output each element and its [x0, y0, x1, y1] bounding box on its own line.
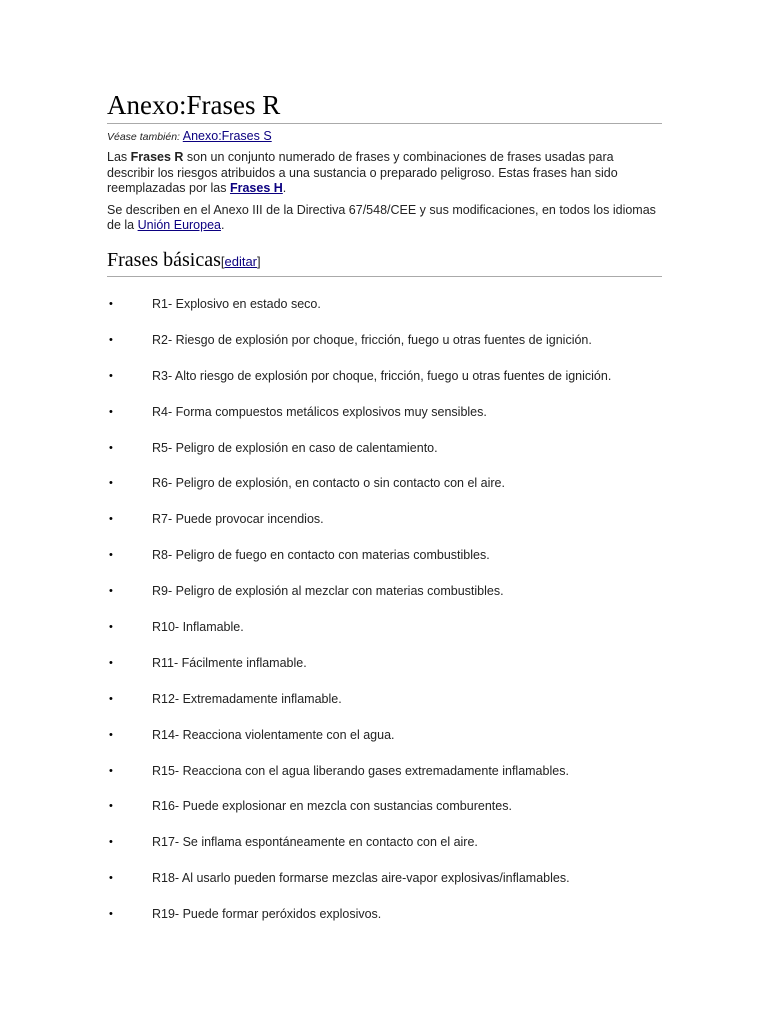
- edit-bracket-close: ]: [257, 253, 261, 269]
- list-item: [107, 653, 707, 689]
- intro-text-1a: Las: [107, 150, 131, 164]
- bullet-icon: •: [109, 908, 113, 921]
- phrase-text: R8- Peligro de fuego en contacto con materias combustibles.: [152, 548, 490, 563]
- list-item: [107, 330, 707, 366]
- list-item: [107, 868, 707, 904]
- phrase-text: R15- Reacciona con el agua liberando gases extremadamente inflamables.: [152, 763, 569, 778]
- phrase-text: R4- Forma compuestos metálicos explosivos muy sensibles.: [152, 404, 487, 419]
- bullet-icon: •: [109, 692, 113, 705]
- phrase-text: R3- Alto riesgo de explosión por choque, fricción, fuego u otras fuentes de ignición.: [152, 368, 612, 383]
- section-title: Frases básicas: [107, 248, 221, 271]
- see-also-prefix: Véase también:: [107, 131, 180, 143]
- phrase-text: R12- Extremadamente inflamable.: [152, 691, 342, 706]
- intro-text-1b: son un conjunto numerado de frases y combinaciones de frases usadas para describir los riesgos atribuidos a una sustancia o preparado peligroso. Estas frases han sido reemplazadas por las: [107, 150, 618, 195]
- intro-text-2a: Se describen en el Anexo III de la Directiva 67/548/CEE y sus modificaciones, en todos los idiomas de la: [107, 202, 656, 232]
- article-header: [107, 88, 662, 277]
- bullet-icon: •: [109, 333, 113, 346]
- intro-text-2b: .: [221, 218, 225, 232]
- list-item: [107, 689, 707, 725]
- phrase-text: R1- Explosivo en estado seco.: [152, 297, 321, 311]
- list-item: [107, 617, 707, 653]
- list-item: [107, 581, 707, 617]
- list-item: [107, 402, 707, 438]
- phrase-text: R19- Puede formar peróxidos explosivos.: [152, 907, 382, 922]
- list-item: [107, 545, 707, 581]
- edit-section: [221, 254, 261, 269]
- phrase-text: R2- Riesgo de explosión por choque, fricción, fuego u otras fuentes de ignición.: [152, 332, 592, 347]
- bullet-icon: •: [109, 549, 113, 562]
- phrase-text: R18- Al usarlo pueden formarse mezclas aire-vapor explosivas/inflamables.: [152, 871, 570, 886]
- frases-h-link[interactable]: Frases H: [229, 181, 283, 195]
- list-item: [107, 509, 707, 545]
- r-phrases-list: [107, 294, 707, 940]
- intro-text-1c: .: [282, 181, 287, 195]
- edit-section-link[interactable]: editar: [224, 253, 258, 269]
- bullet-icon: •: [109, 369, 113, 382]
- bullet-icon: •: [109, 872, 113, 885]
- list-item: [107, 366, 707, 402]
- bullet-icon: •: [109, 728, 113, 741]
- phrase-text: R16- Puede explosionar en mezcla con sustancias comburentes.: [152, 799, 512, 814]
- phrase-text: R9- Peligro de explosión al mezclar con materias combustibles.: [152, 584, 504, 599]
- intro-paragraph-1: [107, 150, 662, 197]
- bullet-icon: •: [109, 298, 113, 310]
- list-item: [107, 904, 707, 940]
- bullet-icon: •: [109, 405, 113, 418]
- bullet-icon: •: [109, 836, 113, 849]
- phrase-text: R7- Puede provocar incendios.: [152, 512, 324, 527]
- see-also-note: [107, 127, 662, 146]
- list-item: [107, 473, 707, 509]
- list-item: [107, 761, 707, 797]
- bullet-icon: •: [109, 585, 113, 598]
- intro-bold-term: Frases R: [130, 150, 184, 164]
- list-item: [107, 832, 707, 868]
- phrase-text: R11- Fácilmente inflamable.: [152, 655, 307, 670]
- see-also-link[interactable]: Anexo:Frases S: [182, 129, 272, 143]
- bullet-icon: •: [109, 764, 113, 777]
- bullet-icon: •: [109, 621, 113, 634]
- intro-paragraph-2: [107, 203, 662, 234]
- bullet-icon: •: [109, 513, 113, 526]
- list-item: [107, 796, 707, 832]
- bullet-icon: •: [109, 441, 113, 454]
- phrase-text: R14- Reacciona violentamente con el agua.: [152, 727, 395, 742]
- section-heading: [107, 248, 662, 277]
- list-item: [107, 438, 707, 474]
- page-title: Anexo:Frases R: [107, 88, 662, 124]
- bullet-icon: •: [109, 800, 113, 813]
- phrase-text: R5- Peligro de explosión en caso de calentamiento.: [152, 440, 438, 455]
- phrase-text: R10- Inflamable.: [152, 620, 244, 635]
- list-item: [107, 725, 707, 761]
- phrase-text: R17- Se inflama espontáneamente en contacto con el aire.: [152, 835, 478, 850]
- union-europea-link[interactable]: Unión Europea: [137, 218, 221, 232]
- phrase-text: R6- Peligro de explosión, en contacto o sin contacto con el aire.: [152, 476, 505, 491]
- bullet-icon: •: [109, 656, 113, 669]
- bullet-icon: •: [109, 477, 113, 490]
- edit-bracket-open: [: [220, 253, 225, 269]
- list-item: [107, 294, 707, 330]
